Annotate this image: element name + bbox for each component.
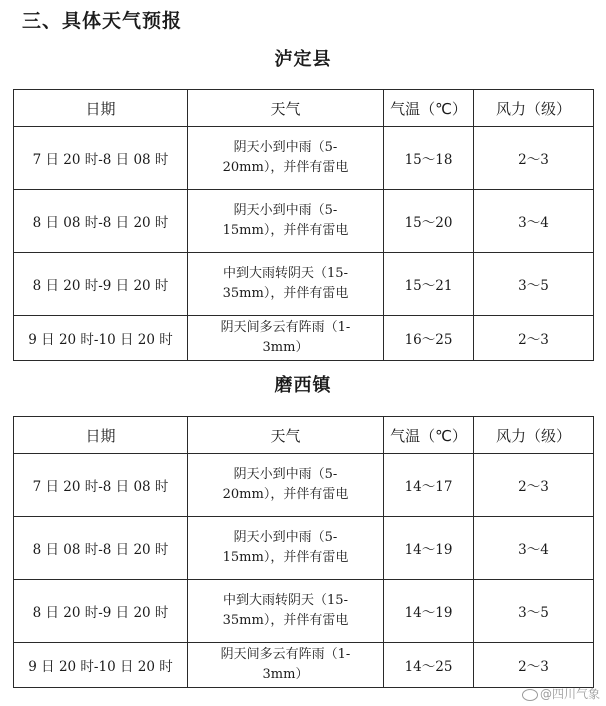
cell-temp: 14～19	[384, 517, 474, 580]
county-title-luding: 泸定县	[274, 49, 332, 70]
cell-date: 9 日 20 时-10 日 20 时	[14, 316, 188, 361]
header-temp: 气温（℃）	[384, 90, 474, 127]
cell-wind: 3～4	[474, 190, 594, 253]
watermark-text: @四川气象	[539, 687, 600, 701]
cell-date: 8 日 20 时-9 日 20 时	[14, 580, 188, 643]
cell-date: 7 日 20 时-8 日 08 时	[14, 127, 188, 190]
cell-date: 8 日 20 时-9 日 20 时	[14, 253, 188, 316]
cell-temp: 14～17	[384, 454, 474, 517]
weibo-icon	[522, 689, 538, 701]
header-wind: 风力（级）	[474, 417, 594, 454]
weather-text: 中到大雨转阴天（15-35mm），并伴有雷电	[222, 266, 349, 301]
weather-text: 阴天间多云有阵雨（1-3mm）	[220, 647, 351, 682]
forecast-table-moxi	[13, 416, 594, 688]
cell-date: 9 日 20 时-10 日 20 时	[14, 643, 188, 688]
cell-weather	[188, 580, 384, 643]
cell-wind: 2～3	[474, 127, 594, 190]
table-row	[14, 454, 594, 517]
cell-wind: 2～3	[474, 454, 594, 517]
cell-weather	[188, 454, 384, 517]
cell-temp: 14～25	[384, 643, 474, 688]
cell-temp: 14～19	[384, 580, 474, 643]
table-row	[14, 580, 594, 643]
weather-text: 阴天小到中雨（5-20mm），并伴有雷电	[222, 140, 349, 175]
cell-weather	[188, 643, 384, 688]
cell-weather	[188, 316, 384, 361]
cell-wind: 2～3	[474, 316, 594, 361]
header-date: 日期	[14, 90, 188, 127]
cell-weather	[188, 190, 384, 253]
table-row	[14, 316, 594, 361]
cell-date: 7 日 20 时-8 日 08 时	[14, 454, 188, 517]
weather-text: 阴天间多云有阵雨（1-3mm）	[220, 320, 351, 355]
cell-date: 8 日 08 时-8 日 20 时	[14, 517, 188, 580]
section-title: 三、具体天气预报	[22, 10, 183, 32]
header-weather: 天气	[188, 417, 384, 454]
cell-weather	[188, 253, 384, 316]
cell-wind: 3～5	[474, 580, 594, 643]
weather-text: 中到大雨转阴天（15-35mm），并伴有雷电	[222, 593, 349, 628]
table-row	[14, 643, 594, 688]
table-header-row	[14, 417, 594, 454]
cell-date: 8 日 08 时-8 日 20 时	[14, 190, 188, 253]
cell-temp: 15～20	[384, 190, 474, 253]
header-temp: 气温（℃）	[384, 417, 474, 454]
table-row	[14, 127, 594, 190]
county-title-moxi: 磨西镇	[274, 375, 332, 396]
cell-weather	[188, 127, 384, 190]
cell-wind: 3～4	[474, 517, 594, 580]
table-header-row	[14, 90, 594, 127]
weather-text: 阴天小到中雨（5-15mm），并伴有雷电	[222, 530, 349, 565]
cell-temp: 16～25	[384, 316, 474, 361]
table-row	[14, 190, 594, 253]
table-row	[14, 517, 594, 580]
weather-text: 阴天小到中雨（5-15mm），并伴有雷电	[222, 203, 349, 238]
header-wind: 风力（级）	[474, 90, 594, 127]
watermark	[522, 685, 600, 702]
table-row	[14, 253, 594, 316]
header-weather: 天气	[188, 90, 384, 127]
weather-text: 阴天小到中雨（5-20mm），并伴有雷电	[222, 467, 349, 502]
cell-wind: 3～5	[474, 253, 594, 316]
cell-temp: 15～18	[384, 127, 474, 190]
cell-wind: 2～3	[474, 643, 594, 688]
cell-weather	[188, 517, 384, 580]
cell-temp: 15～21	[384, 253, 474, 316]
header-date: 日期	[14, 417, 188, 454]
forecast-table-luding	[13, 89, 594, 361]
